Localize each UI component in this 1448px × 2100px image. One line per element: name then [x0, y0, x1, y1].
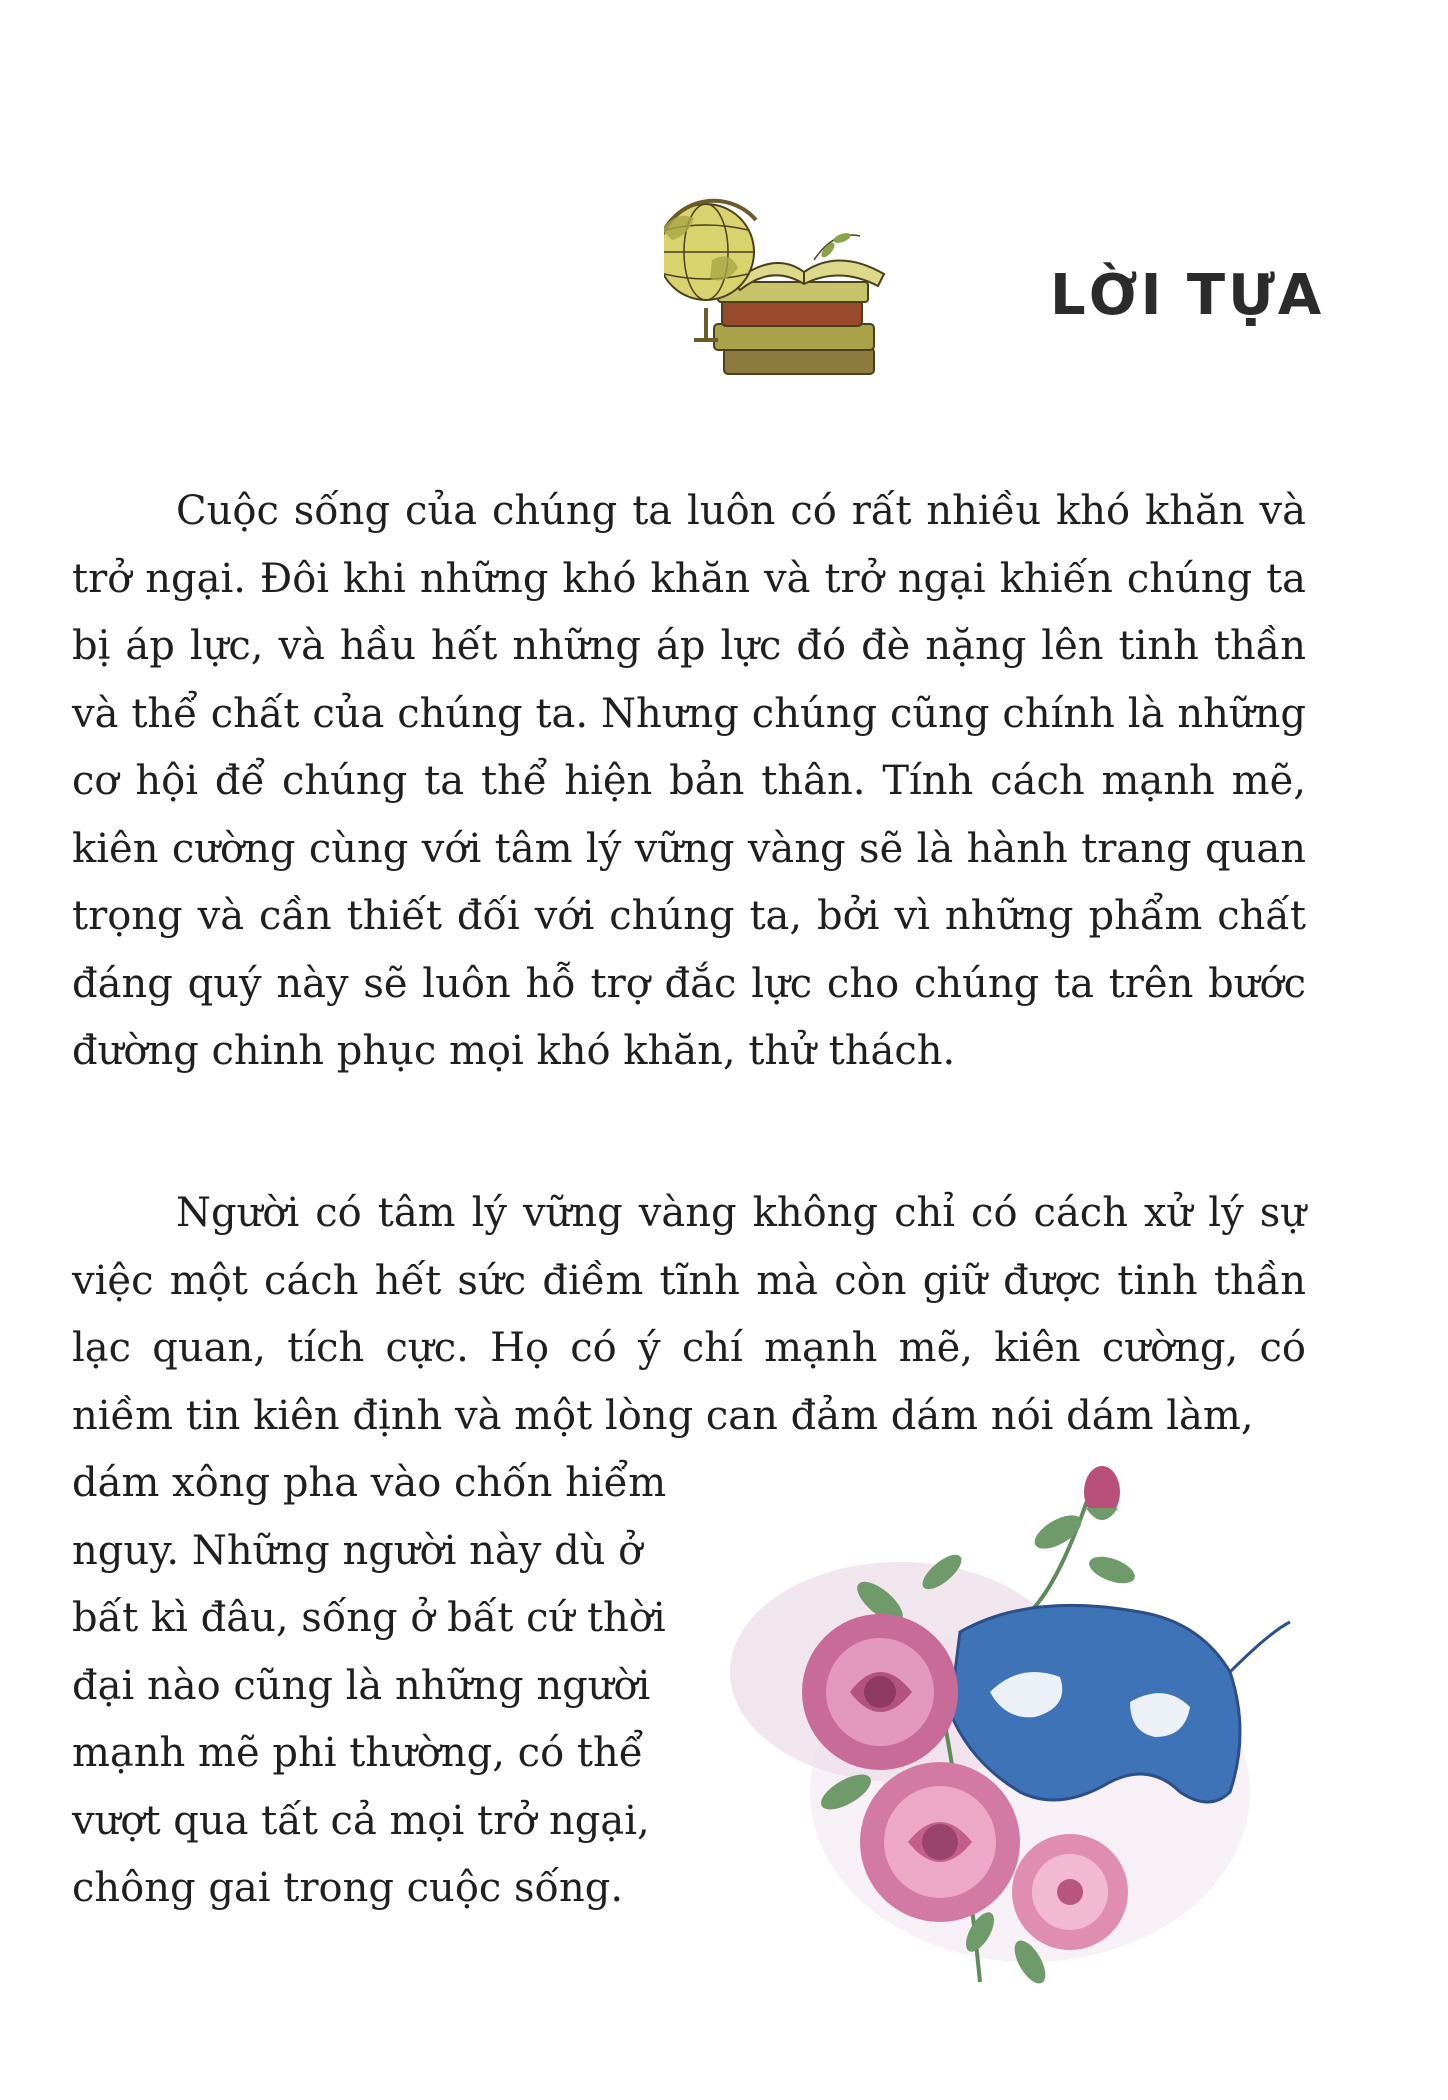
- paragraph-line: bất kì đâu, sống ở bất cứ thời: [72, 1595, 666, 1641]
- globe-and-books-icon: [664, 190, 926, 390]
- body-paragraph-1: Cuộc sống của chúng ta luôn có rất nhiều khó khăn và trở ngại. Đôi khi những khó khăn và trở ngại khiến chúng ta bị áp lực, và hầu hết những áp lực đó đè nặng lên tinh thần và thể chất của chúng ta. Nhưng chúng cũng chính là những cơ hội để chúng ta thể hiện bản thân. Tính cách mạnh mẽ, kiên cường cùng với tâm lý vững vàng sẽ là hành trang quan trọng và cần thiết đối với chúng ta, bởi vì những phẩm chất đáng quý này sẽ luôn hỗ trợ đắc lực cho chúng ta trên bước đường chinh phục mọi khó khăn, thử thách.: [72, 488, 1306, 1074]
- paragraph-line: dám xông pha vào chốn hiểm: [72, 1460, 667, 1506]
- paragraph-line: nguy. Những người này dù ở: [72, 1527, 643, 1574]
- paragraph-line: vượt qua tất cả mọi trở ngại,: [72, 1797, 650, 1844]
- body-paragraph-2-wrapped: [72, 1450, 712, 1923]
- paragraph-line: đại nào cũng là những người: [72, 1662, 651, 1709]
- mask-and-roses-icon: [730, 1462, 1370, 2022]
- paragraph-line: chông gai trong cuộc sống.: [72, 1865, 624, 1911]
- page-title: LỜI TỰA: [1050, 263, 1325, 328]
- body-paragraph-2: Người có tâm lý vững vàng không chỉ có cách xử lý sự việc một cách hết sức điềm tĩnh mà còn giữ được tinh thần lạc quan, tích cực. Họ có ý chí mạnh mẽ, kiên cường, có niềm tin kiên định và một lòng can đảm dám nói dám làm,: [72, 1190, 1306, 1439]
- paragraph-line: mạnh mẽ phi thường, có thể: [72, 1730, 644, 1776]
